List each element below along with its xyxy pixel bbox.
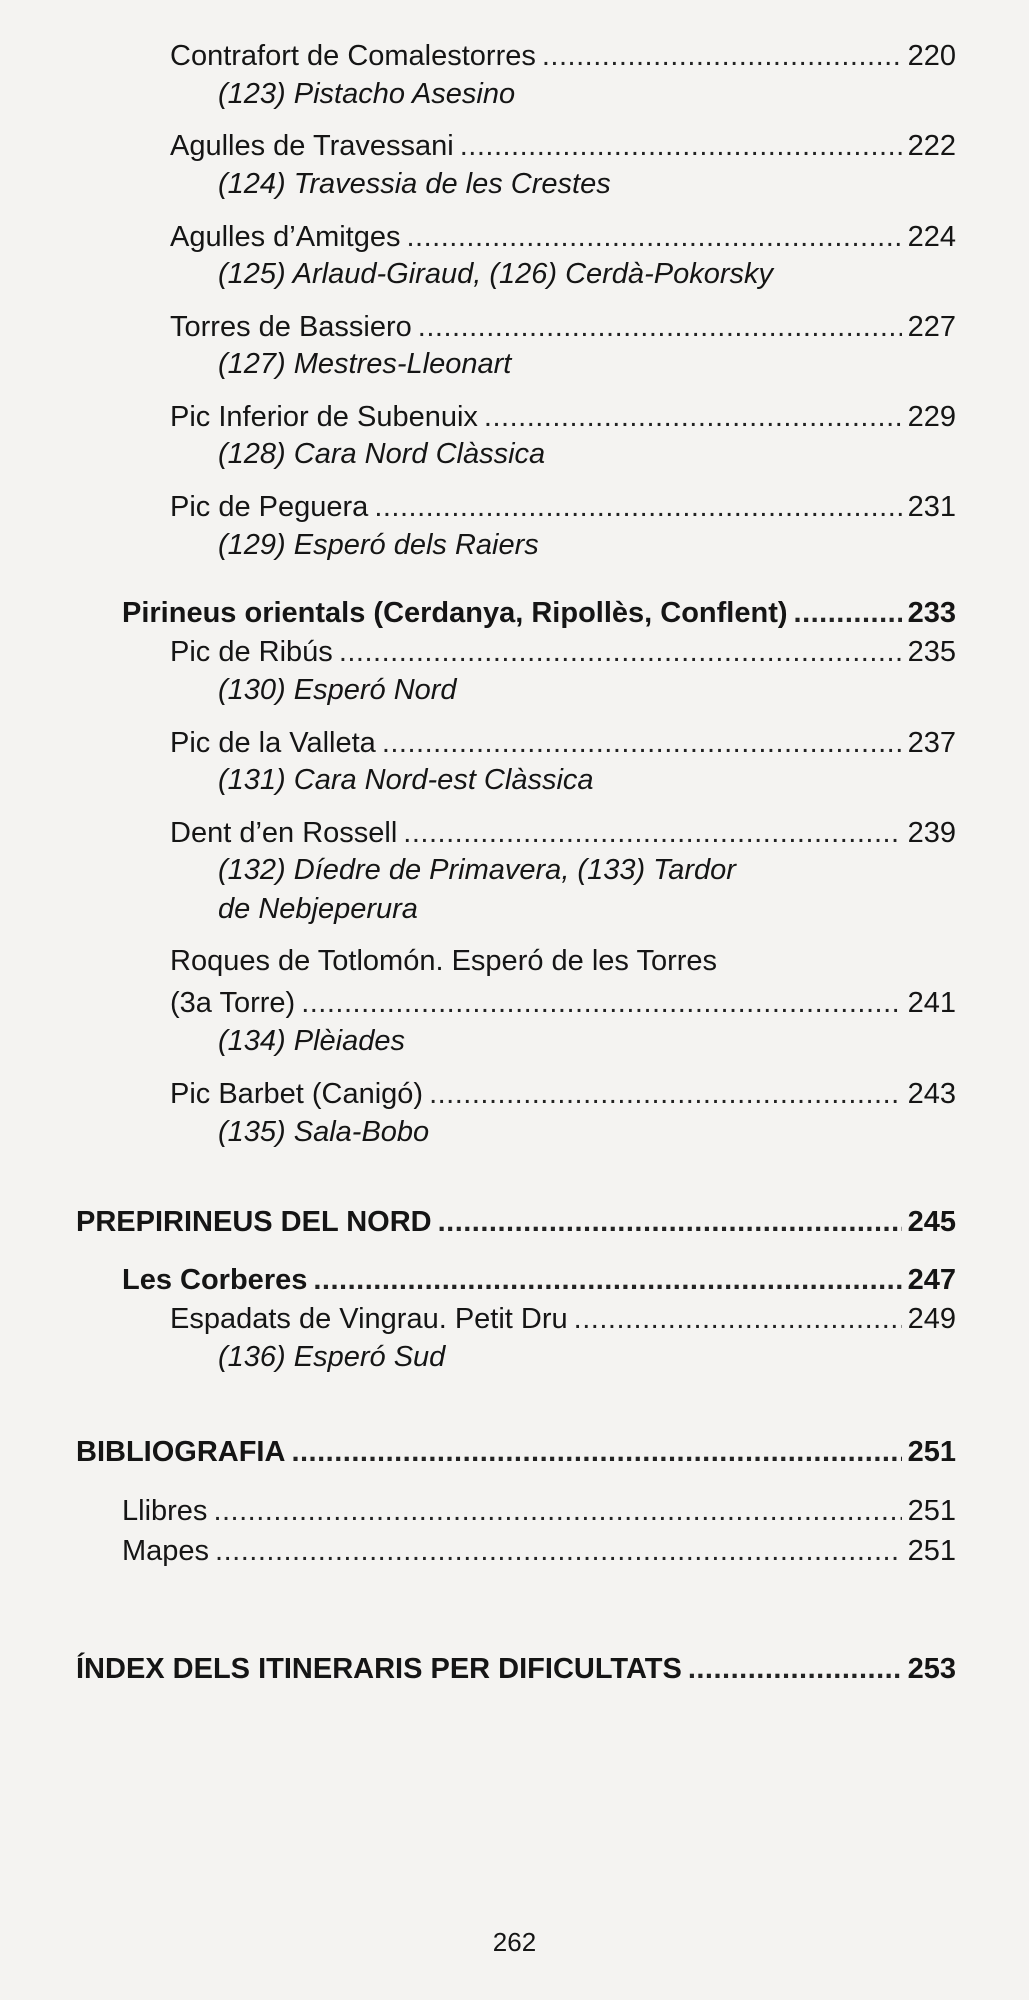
entry-page: 239 <box>907 817 956 849</box>
toc-entry <box>170 490 956 524</box>
entry-title: (3a Torre) <box>170 987 296 1019</box>
toc-part-heading <box>76 1205 956 1239</box>
toc-section-heading <box>122 596 956 630</box>
dot-leader <box>574 1302 902 1336</box>
entry-title: BIBLIOGRAFIA <box>76 1436 286 1468</box>
entry-page: 231 <box>907 491 956 523</box>
toc-route: (123) Pistacho Asesino <box>218 78 516 110</box>
dot-leader <box>438 1205 902 1239</box>
entry-page: 251 <box>907 1436 956 1468</box>
entry-page: 237 <box>907 727 956 759</box>
entry-page: 251 <box>907 1495 956 1527</box>
entry-title: Dent d’en Rossell <box>170 817 398 849</box>
toc-part-heading <box>76 1652 956 1686</box>
dot-leader <box>215 1534 902 1568</box>
toc-entry <box>170 39 956 73</box>
toc-route: (124) Travessia de les Crestes <box>218 168 611 200</box>
entry-page: 251 <box>907 1535 956 1567</box>
toc-entry <box>170 726 956 760</box>
entry-title: Llibres <box>122 1495 208 1527</box>
dot-leader <box>213 1494 901 1528</box>
toc-entry <box>170 220 956 254</box>
toc-entry <box>170 1077 956 1111</box>
dot-leader <box>382 726 902 760</box>
dot-leader <box>484 400 902 434</box>
toc-route: (131) Cara Nord-est Clàssica <box>218 764 594 796</box>
dot-leader <box>460 129 902 163</box>
dot-leader <box>794 596 902 630</box>
entry-title: Agulles de Travessani <box>170 130 454 162</box>
toc-section-heading <box>122 1263 956 1297</box>
toc-route: (132) Díedre de Primavera, (133) Tardor <box>218 854 736 886</box>
entry-title: Espadats de Vingrau. Petit Dru <box>170 1303 568 1335</box>
dot-leader <box>407 220 902 254</box>
entry-page: 235 <box>907 636 956 668</box>
entry-page: 222 <box>907 130 956 162</box>
entry-title: Pic Barbet (Canigó) <box>170 1078 424 1110</box>
toc-route: (128) Cara Nord Clàssica <box>218 438 546 470</box>
toc-entry <box>170 400 956 434</box>
dot-leader <box>403 816 901 850</box>
toc-route: (134) Plèiades <box>218 1025 405 1057</box>
toc-route: (129) Esperó dels Raiers <box>218 529 539 561</box>
dot-leader <box>374 490 901 524</box>
dot-leader <box>418 310 902 344</box>
dot-leader <box>301 986 901 1020</box>
toc-entry <box>122 1534 956 1568</box>
toc-route: (127) Mestres-Lleonart <box>218 348 512 380</box>
dot-leader <box>291 1435 901 1469</box>
dot-leader <box>339 635 902 669</box>
dot-leader <box>688 1652 902 1686</box>
toc-route: de Nebjeperura <box>218 893 418 925</box>
dot-leader <box>542 39 902 73</box>
entry-page: 229 <box>907 401 956 433</box>
toc-entry <box>170 310 956 344</box>
page-number: 262 <box>492 1927 537 1957</box>
toc-route: (125) Arlaud-Giraud, (126) Cerdà-Pokorsky <box>218 258 773 290</box>
entry-page: 243 <box>907 1078 956 1110</box>
dot-leader <box>313 1263 901 1297</box>
entry-title: Mapes <box>122 1535 210 1567</box>
toc-route: (136) Esperó Sud <box>218 1341 446 1373</box>
entry-page: 220 <box>907 40 956 72</box>
entry-page: 253 <box>907 1653 956 1685</box>
toc-entry <box>122 1494 956 1528</box>
entry-page: 247 <box>907 1264 956 1296</box>
entry-title: Pic de Peguera <box>170 491 369 523</box>
entry-title: Pirineus orientals (Cerdanya, Ripollès, Conflent) <box>122 597 788 629</box>
entry-page: 233 <box>907 597 956 629</box>
entry-title: Contrafort de Comalestorres <box>170 40 536 72</box>
entry-page: 224 <box>907 221 956 253</box>
entry-title: Torres de Bassiero <box>170 311 412 343</box>
entry-title: PREPIRINEUS DEL NORD <box>76 1206 432 1238</box>
entry-title: Pic Inferior de Subenuix <box>170 401 478 433</box>
toc-entry <box>170 129 956 163</box>
entry-title: Pic de Ribús <box>170 636 333 668</box>
entry-page: 241 <box>907 987 956 1019</box>
entry-title: Pic de la Valleta <box>170 727 376 759</box>
entry-page: 249 <box>907 1303 956 1335</box>
entry-title: ÍNDEX DELS ITINERARIS PER DIFICULTATS <box>76 1653 682 1685</box>
toc-entry <box>170 1302 956 1336</box>
toc-entry <box>170 816 956 850</box>
dot-leader <box>429 1077 902 1111</box>
toc-route: (135) Sala-Bobo <box>218 1116 430 1148</box>
entry-title: Les Corberes <box>122 1264 308 1296</box>
entry-page: 227 <box>907 311 956 343</box>
toc-route: (130) Esperó Nord <box>218 674 457 706</box>
toc-entry <box>170 635 956 669</box>
toc-entry <box>170 986 956 1020</box>
entry-title: Agulles d’Amitges <box>170 221 401 253</box>
entry-title: Roques de Totlomón. Esperó de les Torres <box>170 945 718 977</box>
entry-page: 245 <box>907 1206 956 1238</box>
toc-part-heading <box>76 1435 956 1469</box>
